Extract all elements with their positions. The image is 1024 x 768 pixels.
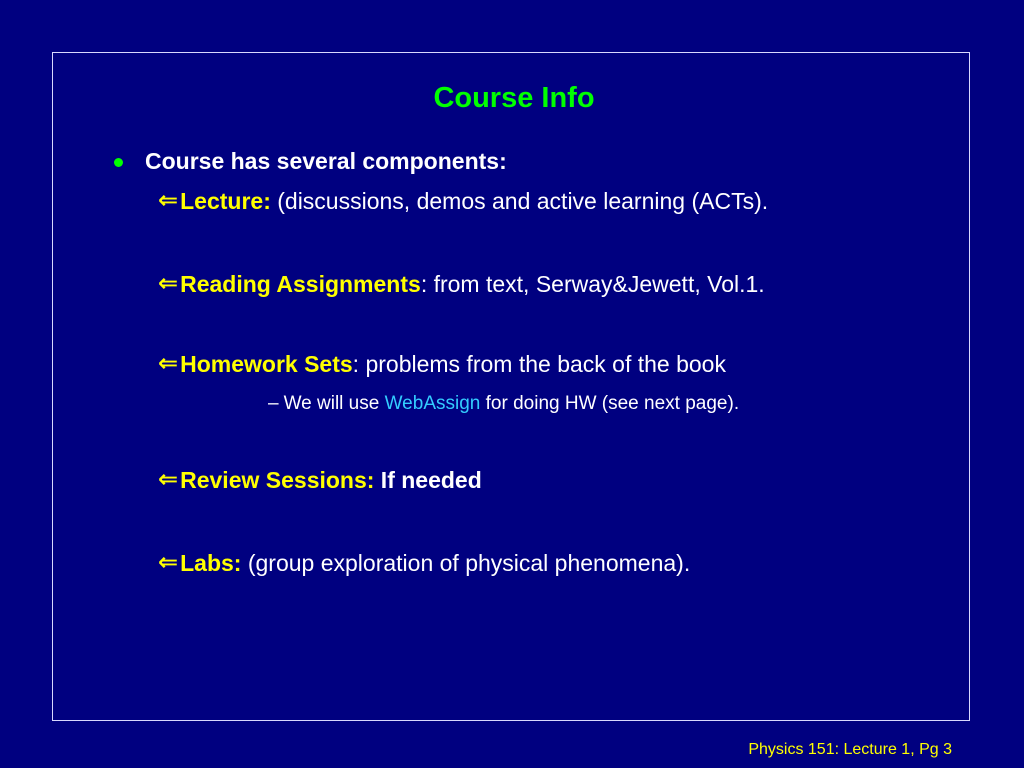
item-text: If needed [374,466,482,493]
item-text: (group exploration of physical phenomena). [241,549,691,576]
arrow-left-icon: ⇐ [158,349,179,377]
slide-footer: Physics 151: Lecture 1, Pg 3 [748,741,952,758]
arrow-left-icon: ⇐ [158,269,179,297]
subitem-webassign [268,390,739,418]
arrow-left-icon: ⇐ [158,186,179,214]
main-bullet [114,145,507,177]
bullet-dot-icon [114,158,123,167]
item-text: : from text, Serway&Jewett, Vol.1. [420,270,765,297]
item-label: Labs: [180,549,242,576]
subitem-text-before: We will use [283,393,385,414]
arrow-left-icon: ⇐ [158,548,179,576]
item-lecture [158,184,768,218]
item-labs [158,546,690,580]
item-homework-sets [158,347,726,381]
item-reading-assignments [158,267,765,301]
item-text: (discussions, demos and active learning (ACTs). [270,187,769,214]
item-text: : problems from the back of the book [352,350,726,377]
dash-icon: – [268,393,279,414]
item-label: Homework Sets [180,350,353,377]
arrow-left-icon: ⇐ [158,465,179,493]
webassign-link[interactable]: WebAssign [384,393,481,414]
item-label: Review Sessions: [180,466,375,493]
item-review-sessions [158,463,482,497]
main-bullet-text: Course has several components: [145,147,507,174]
item-label: Lecture: [180,187,271,214]
item-label: Reading Assignments [180,270,421,297]
slide-title: Course Info [433,82,595,114]
subitem-text-after: for doing HW (see next page). [480,393,740,414]
